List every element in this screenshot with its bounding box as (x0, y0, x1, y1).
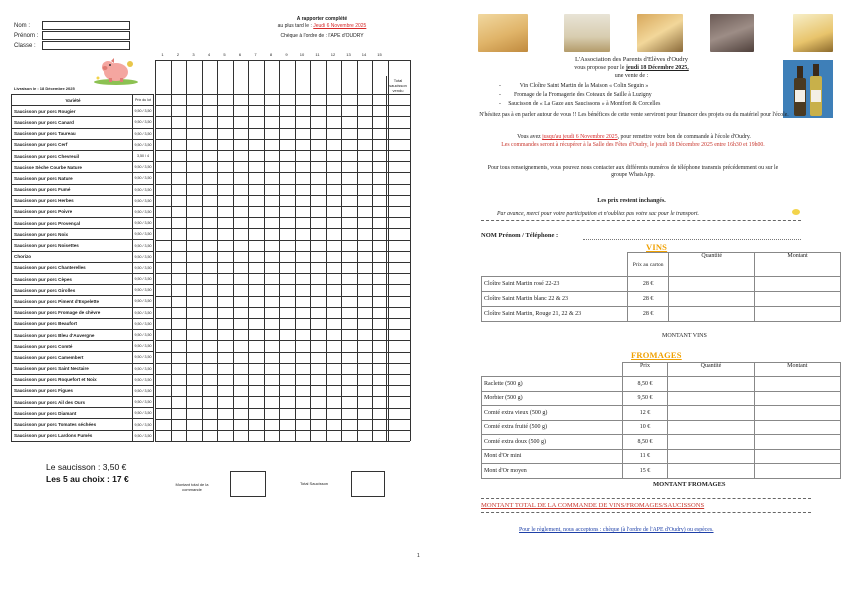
variety-name: Saucisson pur porc Noix (12, 229, 133, 240)
grid-row-line (155, 150, 410, 151)
item-wine: - Vin Cloître Saint Martin de la Maison « Colin Seguin » (499, 83, 649, 89)
variety-name: Chorizo (12, 251, 133, 262)
variety-price: 9,50 / 3,50 (133, 419, 154, 430)
payment-note: Pour le règlement, nous acceptons : chèque (à l'ordre de l'APE d'Oudry) ou espèces. (519, 527, 714, 533)
variety-price: 9,50 / 3,50 (133, 408, 154, 419)
grid-row-line (155, 273, 410, 274)
item-cheese-text: Fromage de la Fromagerie des Coteaux de Saille à Luzigny (513, 92, 652, 98)
grid-row-line (155, 284, 410, 285)
table-row (12, 184, 154, 195)
cheese-amount-cell[interactable] (754, 420, 840, 435)
table-row (12, 318, 154, 329)
firstname-input-box[interactable] (42, 31, 130, 40)
sale-label: une vente de : (614, 73, 649, 79)
name-phone-label: NOM Prénom / Téléphone : (481, 232, 559, 239)
cheese-amount-cell[interactable] (754, 406, 840, 421)
grid-row-line (155, 430, 410, 431)
grid-row-line (155, 206, 410, 207)
grid-row-line (155, 307, 410, 308)
cheese-name: Comté extra vieux (500 g) (482, 406, 623, 421)
variety-price: 9,50 / 3,50 (133, 363, 154, 374)
firstname-field[interactable] (14, 31, 130, 40)
wine-name: Cloître Saint Martin rosé 22-23 (482, 277, 628, 292)
page-number: 1 (417, 553, 420, 559)
variety-name: Saucisson pur porc Poivre (12, 206, 133, 217)
variety-price: 9,50 / 3,50 (133, 262, 154, 273)
separator-line-3 (481, 512, 811, 513)
wine-quantity-cell[interactable] (669, 277, 755, 292)
variety-name: Saucisson pur porc Saint Nectaire (12, 363, 133, 374)
thanks-note: Par avance, merci pour votre participation et n'oubliez pas votre sac pour le transport. (497, 211, 700, 217)
total-amount-label: Montant total de la commande (175, 482, 209, 492)
variety-price: 9,50 / 3,50 (133, 352, 154, 363)
variety-name: Saucisson pur porc Lardons Fumés (12, 430, 133, 441)
grid-row-line (155, 195, 410, 196)
table-row (12, 285, 154, 296)
column-number: 8 (269, 52, 273, 57)
cheese-amount-cell[interactable] (754, 449, 840, 464)
wine-amount-cell[interactable] (755, 277, 841, 292)
table-row (12, 117, 154, 128)
variety-price: 9,50 / 3,50 (133, 341, 154, 352)
variety-price: 9,50 / 3,50 (133, 307, 154, 318)
table-row (12, 385, 154, 396)
variety-name: Saucisson pur porc Canard (12, 117, 133, 128)
firstname-label: Prénom : (14, 32, 39, 39)
column-number: 15 (377, 52, 382, 57)
grid-row-line (155, 385, 410, 386)
column-number: 3 (192, 52, 195, 57)
wines-title: VINS (646, 242, 668, 252)
wines-qty-header: Quantité (669, 253, 755, 277)
variety-price: 9,50 / 3,50 (133, 106, 154, 117)
cheese-amount-cell[interactable] (754, 391, 840, 406)
cheese-quantity-cell[interactable] (668, 435, 754, 450)
column-number: 14 (361, 52, 367, 57)
variety-name: Saucisson pur porc Chanterelles (12, 262, 133, 273)
subtitle (421, 65, 842, 73)
table-row (12, 374, 154, 385)
subtitle-date: jeudi 18 Décembre 2025, (625, 65, 689, 71)
table-row (12, 262, 154, 273)
variety-price: 9,50 / 3,50 (133, 374, 154, 385)
grid-row-line (155, 352, 410, 353)
table-row (12, 218, 154, 229)
price-header: Prix du lot (133, 95, 154, 106)
variety-name: Saucisson pur porc Diamant (12, 408, 133, 419)
grid-row-line (155, 340, 410, 341)
cheese-price: 10 € (622, 420, 668, 435)
grid-row-line (155, 184, 410, 185)
table-row (12, 307, 154, 318)
variety-header: Variété (12, 95, 133, 106)
wine-row (482, 292, 841, 307)
wine-price: 28 € (627, 292, 668, 307)
item-saucisson: - Saucisson de « La Gaze aux Saucissons » à Montfort & Corcelles (499, 101, 661, 107)
grid-row-line (155, 251, 410, 252)
cheese-amount-cell[interactable] (754, 464, 840, 479)
variety-price: 9,50 / 3,50 (133, 162, 154, 173)
wine-row (482, 307, 841, 322)
cheeses-table (481, 362, 841, 479)
cheese-quantity-cell[interactable] (668, 377, 754, 392)
cheeses-qty-header: Quantité (668, 363, 754, 377)
column-number: 5 (223, 52, 226, 57)
class-field[interactable] (14, 41, 130, 50)
variety-price: 9,50 / 3,50 (133, 385, 154, 396)
variety-name: Saucisson pur porc Provençal (12, 218, 133, 229)
cheese-row (482, 420, 841, 435)
wines-price-header: Prix au carton (627, 253, 668, 277)
variety-price: 9,50 / 3,50 (133, 184, 154, 195)
variety-name: Saucisson pur porc Rougier (12, 106, 133, 117)
variety-price: 9,50 / 3,50 (133, 218, 154, 229)
wine-quantity-cell[interactable] (669, 292, 755, 307)
cheese-price: 9,50 € (622, 391, 668, 406)
cheese-photo-2 (564, 14, 610, 52)
item-wine-text: Vin Cloître Saint Martin de la Maison « Colin Seguin » (519, 83, 649, 89)
wines-table (481, 252, 841, 322)
cheese-quantity-cell[interactable] (668, 449, 754, 464)
grid-column-line (410, 60, 411, 441)
wine-price: 28 € (627, 277, 668, 292)
variety-name: Saucisson pur porc Bleu d'Auvergne (12, 329, 133, 340)
grid-row-line (155, 217, 410, 218)
variety-name: Saucisson pur porc Girolles (12, 285, 133, 296)
grid-column-line (386, 76, 387, 441)
para2-suffix: , pour remettre votre bon de commande à l'école d'Oudry. (617, 134, 751, 140)
order-table-header (12, 95, 154, 106)
variety-price: 9,50 / 3,50 (133, 329, 154, 340)
class-input-box[interactable] (42, 41, 130, 50)
paragraph-pickup: Les commandes seront à récupérer à la Salle des Fêtes d'Oudry, le jeudi 18 Décembre 2025 entre 16h30 et 19h00. (501, 142, 765, 148)
grid-row-line (155, 228, 410, 229)
grid-row-line (155, 296, 410, 297)
variety-name: Saucisson pur porc Figues (12, 385, 133, 396)
cheese-name: Mont d'Or mini (482, 449, 623, 464)
wines-amount-header: Montant (755, 253, 841, 277)
grand-total-label: MONTANT TOTAL DE LA COMMANDE DE VINS/FROMAGES/SAUCISSONS (481, 502, 705, 509)
variety-price: 3,50 / 4 (133, 150, 154, 161)
cheese-price: 12 € (622, 406, 668, 421)
variety-price: 9,50 / 3,50 (133, 285, 154, 296)
column-number: 12 (330, 52, 336, 57)
item-cheese: - Fromage de la Fromagerie des Coteaux de Saille à Luzigny (499, 92, 652, 98)
cheese-row (482, 435, 841, 450)
column-number: 1 (161, 52, 164, 57)
table-row (12, 251, 154, 262)
cheese-quantity-cell[interactable] (668, 420, 754, 435)
variety-price: 9,50 / 3,50 (133, 117, 154, 128)
variety-name: Saucisson pur porc Noisettes (12, 240, 133, 251)
name-field[interactable] (14, 21, 130, 30)
variety-price: 9,50 / 3,50 (133, 251, 154, 262)
grid-row-line (155, 318, 410, 319)
cheese-price: 8,50 € (622, 435, 668, 450)
paragraph-contact: Pour tous renseignements, vous pouvez nous contacter aux différents numéros de téléphone transmis précédemment ou sur le groupe WhatsApp. (487, 165, 779, 178)
total-sold-box[interactable] (351, 471, 385, 497)
variety-price: 9,50 / 3,50 (133, 430, 154, 441)
grid-row-line (155, 363, 410, 364)
wine-quantity-cell[interactable] (669, 307, 755, 322)
variety-price: 9,50 / 3,50 (133, 397, 154, 408)
variety-name: Saucisson pur porc Herbes (12, 195, 133, 206)
pig-illustration-icon (92, 56, 140, 86)
grid-row-line (155, 105, 410, 106)
subtitle-prefix: vous propose pour le (574, 65, 626, 71)
cheese-row (482, 391, 841, 406)
cheese-row (482, 406, 841, 421)
para2-prefix: Vous avez (517, 134, 543, 140)
cheese-price: 11 € (622, 449, 668, 464)
grid-row-line (155, 329, 410, 330)
cheese-amount-cell[interactable] (754, 377, 840, 392)
paragraph-benefits: N'hésitez pas à en parler autour de vous !! Les bénéfices de cette vente serviront pour financer des projets ou du matériel pour l'école. (479, 112, 789, 118)
table-row (12, 139, 154, 150)
paragraph-deadline (469, 134, 799, 141)
cheeses-total-label: MONTANT FROMAGES (653, 481, 726, 488)
table-row (12, 397, 154, 408)
table-row (12, 352, 154, 363)
smiley-icon (792, 209, 800, 215)
wine-amount-cell[interactable] (755, 292, 841, 307)
column-number: 9 (285, 52, 288, 57)
column-number: 4 (207, 52, 211, 57)
cheese-photo-3 (637, 14, 683, 52)
table-row (12, 363, 154, 374)
wine-row (482, 277, 841, 292)
cheeses-amount-header: Montant (754, 363, 840, 377)
total-amount-box[interactable] (230, 471, 266, 497)
cheese-row (482, 449, 841, 464)
cheese-photo-4 (793, 14, 833, 52)
grid-row-line (155, 139, 410, 140)
variety-name: Saucisson pur porc Fromage de chèvre (12, 307, 133, 318)
cheese-name: Comté extra fruité (500 g) (482, 420, 623, 435)
column-number: 13 (346, 52, 351, 57)
variety-price: 9,50 / 3,50 (133, 173, 154, 184)
grid-row-line (155, 396, 410, 397)
variety-name: Saucisson pur porc Roquefort et Noix (12, 374, 133, 385)
prices-unchanged: Les prix restent inchangés. (597, 198, 666, 204)
name-label: Nom : (14, 22, 31, 29)
association-title: L'Association des Parents d'Elèves d'Oudry (575, 56, 688, 63)
variety-name: Saucisson pur porc Ail des Ours (12, 397, 133, 408)
grid-row-line (155, 419, 410, 420)
cheeses-price-header: Prix (622, 363, 668, 377)
saucisson-photo (710, 14, 754, 52)
variety-price: 9,50 / 3,50 (133, 128, 154, 139)
cheese-quantity-cell[interactable] (668, 464, 754, 479)
table-row (12, 329, 154, 340)
variety-name: Saucisson pur porc Piment d'Espelette (12, 296, 133, 307)
order-table (11, 94, 154, 442)
variety-name: Saucisson pur porc Camembert (12, 352, 133, 363)
total-sold-label: Total Saucisson (300, 481, 329, 486)
grid-row-line (155, 161, 410, 162)
grid-row-line (155, 240, 410, 241)
cheese-amount-cell[interactable] (754, 435, 840, 450)
table-row (12, 419, 154, 430)
cheese-name: Raclette (500 g) (482, 377, 623, 392)
table-row (12, 195, 154, 206)
variety-name: Saucisson pur porc Beaufort (12, 318, 133, 329)
variety-price: 9,50 / 3,50 (133, 274, 154, 285)
table-row (12, 229, 154, 240)
grid-row-line (155, 128, 410, 129)
variety-name: Saucisson pur porc Taureau (12, 128, 133, 139)
deadline-line2 (262, 23, 382, 29)
grid-row-line (155, 374, 410, 375)
column-number: 7 (254, 52, 257, 57)
table-row (12, 408, 154, 419)
table-row (12, 206, 154, 217)
variety-price: 9,50 / 3,50 (133, 296, 154, 307)
cheese-name: Mont d'Or moyen (482, 464, 623, 479)
table-row (12, 341, 154, 352)
variety-price: 9,50 / 3,50 (133, 139, 154, 150)
grid-row-line (155, 94, 410, 95)
wine-amount-cell[interactable] (755, 307, 841, 322)
column-number: 2 (176, 52, 180, 57)
column-number: 6 (238, 52, 242, 57)
table-row (12, 150, 154, 161)
price-single: Le saucisson : 3,50 € (46, 462, 127, 472)
variety-name: Saucisson pur porc Comté (12, 341, 133, 352)
table-row (12, 430, 154, 441)
cheese-quantity-cell[interactable] (668, 406, 754, 421)
variety-price: 9,50 / 3,50 (133, 206, 154, 217)
table-row (12, 274, 154, 285)
variety-price: 9,50 / 3,50 (133, 229, 154, 240)
separator-line-2 (481, 498, 811, 499)
table-row (12, 296, 154, 307)
cheese-photo-1 (478, 14, 528, 52)
table-row (12, 162, 154, 173)
grid-row-line (155, 116, 410, 117)
column-number: 10 (299, 52, 305, 57)
cheese-row (482, 377, 841, 392)
variety-price: 9,50 / 3,50 (133, 318, 154, 329)
deadline-prefix: au plus tard le : (277, 23, 314, 29)
variety-name: Saucisson pur porc Tomates séchées (12, 419, 133, 430)
cheese-name: Comté extra doux (500 g) (482, 435, 623, 450)
cheese-price: 15 € (622, 464, 668, 479)
variety-price: 9,50 / 3,50 (133, 240, 154, 251)
cheese-name: Morbier (500 g) (482, 391, 623, 406)
deadline-date: Jeudi 6 Novembre 2025 (313, 23, 367, 29)
cheese-row (482, 464, 841, 479)
name-phone-input[interactable] (583, 239, 801, 240)
wine-name: Cloître Saint Martin, Rouge 21, 22 & 23 (482, 307, 628, 322)
name-input-box[interactable] (42, 21, 130, 30)
separator-line (481, 220, 801, 221)
cheeses-title: FROMAGES (631, 350, 682, 360)
variety-name: Saucisse Sèche Courbe Nature (12, 162, 133, 173)
para2-deadline: jusqu'au jeudi 6 Novembre 2025 (542, 134, 618, 140)
class-label: Classe : (14, 42, 36, 49)
column-number: 11 (315, 52, 320, 57)
table-row (12, 173, 154, 184)
wine-price: 28 € (627, 307, 668, 322)
grid-row-line (155, 172, 410, 173)
wine-name: Cloître Saint Martin blanc 22 & 23 (482, 292, 628, 307)
table-row (12, 240, 154, 251)
cheese-quantity-cell[interactable] (668, 391, 754, 406)
wine-cheese-order-sheet (421, 0, 842, 596)
deadline-line1: A rapporter complété (296, 16, 348, 22)
variety-name: Saucisson pur porc Fumé (12, 184, 133, 195)
total-header: Total saucisson vendu (389, 78, 407, 93)
item-saucisson-text: Saucisson de « La Gaze aux Saucissons » à Montfort & Corcelles (508, 101, 661, 107)
variety-price: 9,50 / 3,50 (133, 195, 154, 206)
variety-name: Saucisson pur porc Chevreuil (12, 150, 133, 161)
table-row (12, 128, 154, 139)
variety-name: Saucisson pur porc Cèpes (12, 274, 133, 285)
grid-row-line (155, 441, 410, 442)
price-bundle: Les 5 au choix : 17 € (46, 474, 129, 484)
variety-name: Saucisson pur porc Cerf (12, 139, 133, 150)
wines-total-label: MONTANT VINS (662, 333, 707, 339)
cheque-line: Chèque à l'ordre de : l'APE d'OUDRY (280, 33, 364, 39)
table-row (12, 106, 154, 117)
delivery-label: Livraison le : 18 Décembre 2025 (14, 86, 75, 91)
grid-row-line (155, 262, 410, 263)
grid-row-line (155, 60, 410, 61)
variety-name: Saucisson pur porc Nature (12, 173, 133, 184)
cheese-price: 8,50 € (622, 377, 668, 392)
grid-row-line (155, 408, 410, 409)
